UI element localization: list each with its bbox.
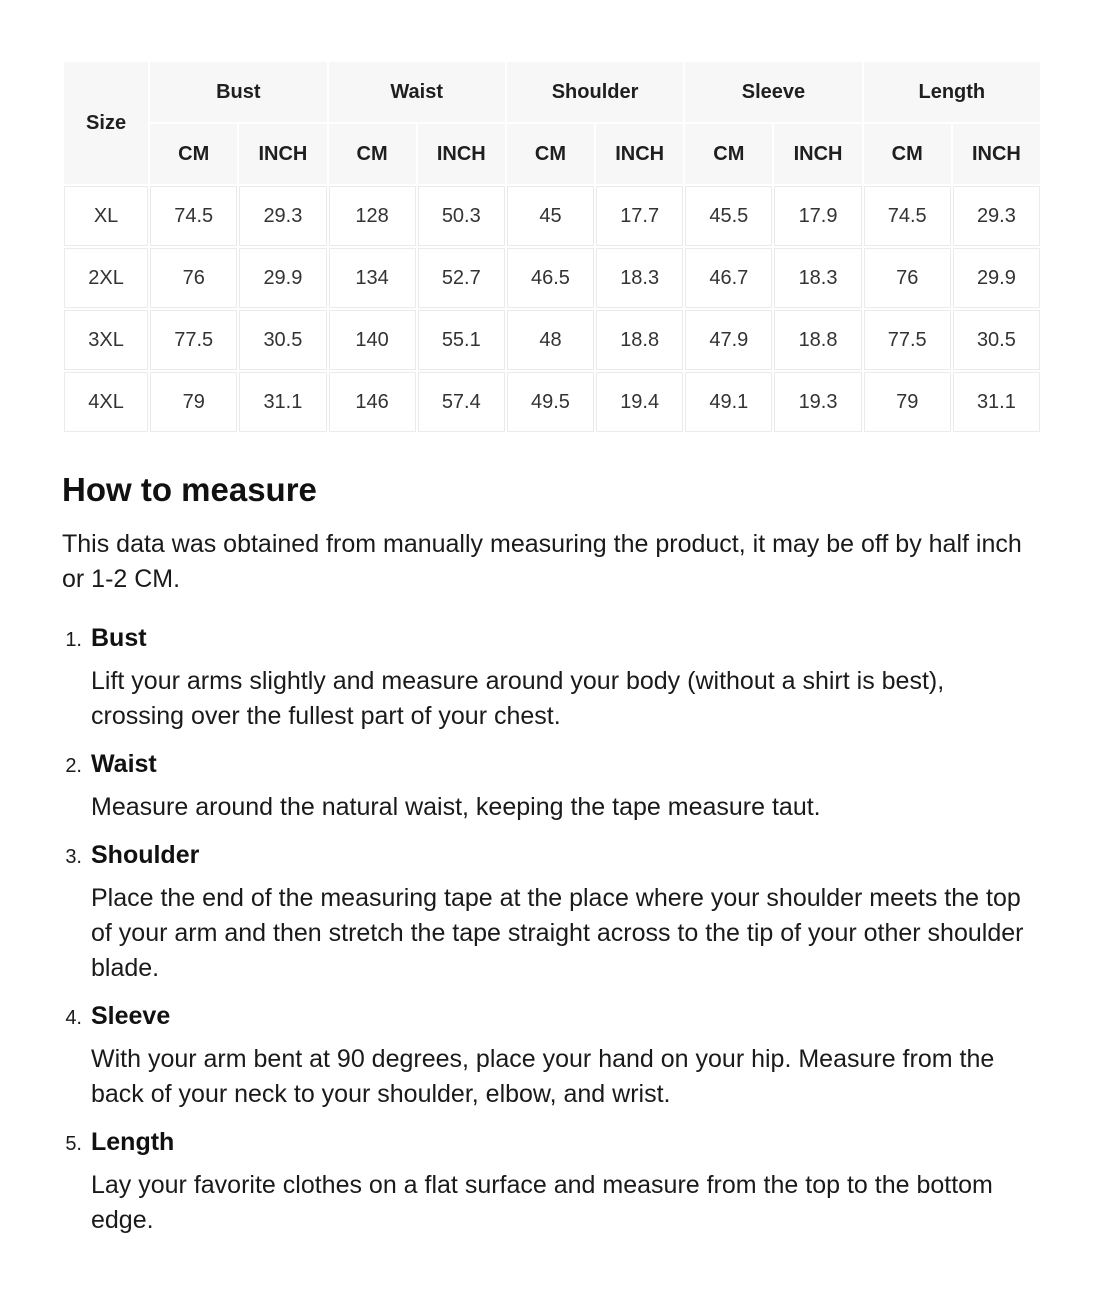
value-cell: 52.7 <box>418 248 505 308</box>
size-cell: 4XL <box>64 372 148 432</box>
value-cell: 46.7 <box>685 248 772 308</box>
value-cell: 29.3 <box>239 186 326 246</box>
size-chart-table <box>62 60 1042 434</box>
value-cell: 29.9 <box>953 248 1040 308</box>
value-cell: 79 <box>150 372 237 432</box>
value-cell: 30.5 <box>239 310 326 370</box>
unit-header: INCH <box>953 124 1040 184</box>
step-number: 4. <box>65 1006 82 1029</box>
step-title: Length <box>91 1127 175 1156</box>
value-cell: 47.9 <box>685 310 772 370</box>
value-cell: 30.5 <box>953 310 1040 370</box>
unit-header: INCH <box>596 124 683 184</box>
step-description: With your arm bent at 90 degrees, place your hand on your hip. Measure from the back of your neck to your shoulder, elbow, and wrist. <box>91 1044 995 1108</box>
unit-header: CM <box>864 124 951 184</box>
value-cell: 49.1 <box>685 372 772 432</box>
step-description: Place the end of the measuring tape at the place where your shoulder meets the top of your arm and then stretch the tape straight across to the tip of your other shoulder blade. <box>91 883 1024 982</box>
step-number: 5. <box>65 1132 82 1155</box>
column-header-length: Length <box>864 62 1040 122</box>
group-header-row <box>64 62 1040 122</box>
step-description: Lay your favorite clothes on a flat surface and measure from the top to the bottom edge. <box>91 1170 993 1234</box>
unit-header: INCH <box>239 124 326 184</box>
step-title: Waist <box>91 749 157 778</box>
value-cell: 17.9 <box>774 186 861 246</box>
value-cell: 18.8 <box>596 310 683 370</box>
measure-step-shoulder <box>62 840 1042 986</box>
value-cell: 76 <box>864 248 951 308</box>
column-header-shoulder: Shoulder <box>507 62 683 122</box>
unit-header: CM <box>150 124 237 184</box>
size-cell: 3XL <box>64 310 148 370</box>
value-cell: 74.5 <box>150 186 237 246</box>
unit-header: CM <box>507 124 594 184</box>
value-cell: 19.4 <box>596 372 683 432</box>
value-cell: 31.1 <box>239 372 326 432</box>
value-cell: 77.5 <box>864 310 951 370</box>
unit-header-row <box>64 124 1040 184</box>
value-cell: 49.5 <box>507 372 594 432</box>
value-cell: 19.3 <box>774 372 861 432</box>
value-cell: 46.5 <box>507 248 594 308</box>
size-cell: XL <box>64 186 148 246</box>
value-cell: 17.7 <box>596 186 683 246</box>
value-cell: 77.5 <box>150 310 237 370</box>
step-number: 3. <box>65 845 82 868</box>
table-row-xl <box>64 186 1040 246</box>
column-header-waist: Waist <box>329 62 505 122</box>
how-to-measure-intro: This data was obtained from manually measuring the product, it may be off by half inch or 1-2 CM. <box>62 529 1022 593</box>
size-cell: 2XL <box>64 248 148 308</box>
unit-header: CM <box>329 124 416 184</box>
unit-header: INCH <box>418 124 505 184</box>
value-cell: 29.3 <box>953 186 1040 246</box>
table-row-2xl <box>64 248 1040 308</box>
measure-step-waist <box>62 749 1042 825</box>
value-cell: 74.5 <box>864 186 951 246</box>
size-column-header: Size <box>64 62 148 184</box>
step-title: Shoulder <box>91 840 200 869</box>
table-row-3xl <box>64 310 1040 370</box>
value-cell: 31.1 <box>953 372 1040 432</box>
step-number: 2. <box>65 754 82 777</box>
step-description: Lift your arms slightly and measure around your body (without a shirt is best), crossing over the fullest part of your chest. <box>91 666 945 730</box>
value-cell: 76 <box>150 248 237 308</box>
step-title: Sleeve <box>91 1001 171 1030</box>
value-cell: 55.1 <box>418 310 505 370</box>
value-cell: 18.3 <box>774 248 861 308</box>
measure-step-sleeve <box>62 1001 1042 1112</box>
measure-step-bust <box>62 623 1042 734</box>
value-cell: 134 <box>329 248 416 308</box>
step-title: Bust <box>91 623 147 652</box>
value-cell: 48 <box>507 310 594 370</box>
unit-header: INCH <box>774 124 861 184</box>
value-cell: 140 <box>329 310 416 370</box>
value-cell: 57.4 <box>418 372 505 432</box>
value-cell: 45.5 <box>685 186 772 246</box>
measure-step-length <box>62 1127 1042 1238</box>
value-cell: 128 <box>329 186 416 246</box>
value-cell: 45 <box>507 186 594 246</box>
column-header-sleeve: Sleeve <box>685 62 861 122</box>
value-cell: 79 <box>864 372 951 432</box>
step-number: 1. <box>65 628 82 651</box>
value-cell: 18.8 <box>774 310 861 370</box>
value-cell: 50.3 <box>418 186 505 246</box>
table-row-4xl <box>64 372 1040 432</box>
unit-header: CM <box>685 124 772 184</box>
value-cell: 18.3 <box>596 248 683 308</box>
value-cell: 29.9 <box>239 248 326 308</box>
value-cell: 146 <box>329 372 416 432</box>
step-description: Measure around the natural waist, keeping the tape measure taut. <box>91 792 821 821</box>
how-to-measure-title: How to measure <box>62 471 317 508</box>
measure-steps-list <box>62 623 1042 1238</box>
column-header-bust: Bust <box>150 62 326 122</box>
